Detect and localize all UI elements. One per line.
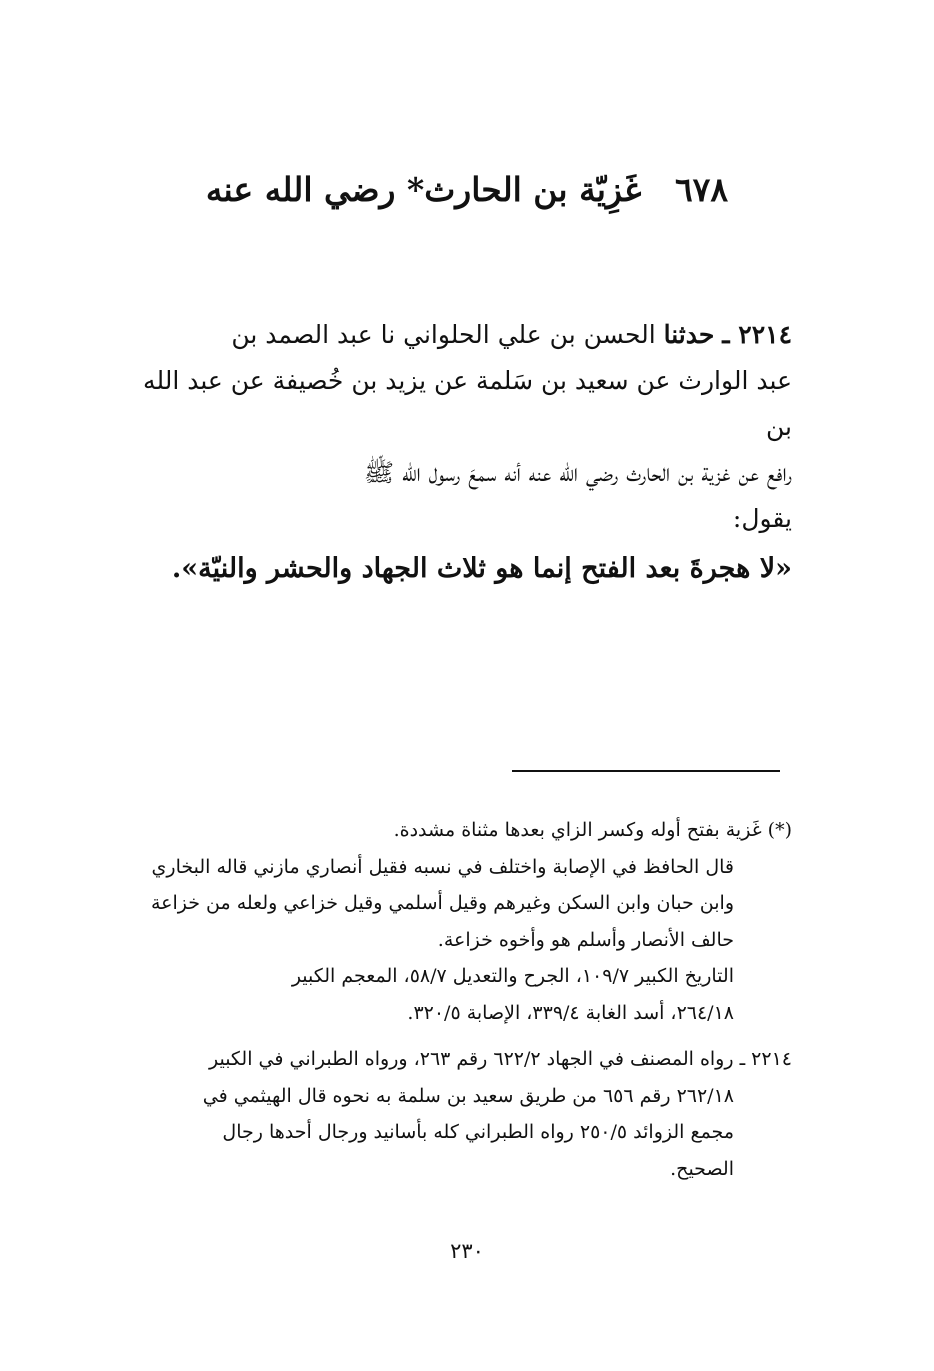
footnote-star-line: حالف الأنصار وأسلم هو وأخوه خزاعة. — [437, 928, 734, 951]
hadith-sanad-1: الحسن بن علي الحلواني نا عبد الصمد بن — [231, 320, 656, 349]
hadith-line-1 — [112, 312, 792, 358]
page-number: ٢٣٠ — [450, 1239, 484, 1263]
footnote-star-line: التاريخ الكبير ١٠٩/٧، الجرح والتعديل ٥٨/٧، المعجم الكبير — [291, 965, 734, 987]
hadith-sanad-3: رافع عن غزية بن الحارث رضي الله عنه أنه سمعَ رسول الله ﷺ — [363, 458, 792, 487]
hadith-number: ٢٢١٤ ـ — [722, 320, 792, 349]
hadith-matn: «لا هجرةَ بعد الفتح إنما هو ثلاث الجهاد والحشر والنيّة». — [171, 553, 792, 584]
footnote-star-line: قال الحافظ في الإصابة واختلف في نسبه فقيل أنصاري مازني قاله البخاري — [151, 855, 734, 878]
chapter-heading — [0, 160, 934, 220]
footnote-star-line: (*) غَزية بفتح أوله وكسر الزاي بعدها مثناة مشددة. — [393, 819, 792, 841]
hadith-intro: حدثنا — [663, 320, 715, 349]
footnote-star-line: ٢٦٤/١٨، أسد الغابة ٣٣٩/٤، الإصابة ٣٢٠/٥. — [407, 1001, 734, 1024]
footnotes — [112, 812, 792, 1187]
chapter-number: ٦٧٨ — [674, 170, 729, 209]
footnote-hadith-line: ٢٦٢/١٨ رقم ٦٥٦ من طريق سعيد بن سلمة به نحوه قال الهيثمي في — [202, 1084, 734, 1107]
footnote-star-line: وابن حبان وابن السكن وغيرهم وقيل أسلمي وقيل خزاعي ولعله من خزاعة — [150, 892, 734, 914]
hadith-body — [112, 312, 792, 592]
footnote-separator — [512, 770, 780, 772]
footnote-hadith-line: الصحيح. — [670, 1157, 734, 1180]
footnote-hadith-line: مجمع الزوائد ٢٥٠/٥ رواه الطبراني كله بأسانيد ورجال أحدها رجال — [222, 1121, 734, 1143]
footnote-hadith — [112, 1041, 792, 1187]
hadith-sanad-2: عبد الوارث عن سعيد بن سَلمة عن يزيد بن خُصيفة عن عبد الله بن — [143, 366, 792, 441]
footnote-hadith-line: ٢٢١٤ ـ رواه المصنف في الجهاد ٦٢٢/٢ رقم ٢٦٣، ورواه الطبراني في الكبير — [208, 1048, 792, 1070]
chapter-title: غَزِيّة بن الحارث* رضي الله عنه — [205, 170, 642, 209]
hadith-sanad-4: يقول: — [732, 504, 792, 533]
footnote-star — [112, 812, 792, 1031]
